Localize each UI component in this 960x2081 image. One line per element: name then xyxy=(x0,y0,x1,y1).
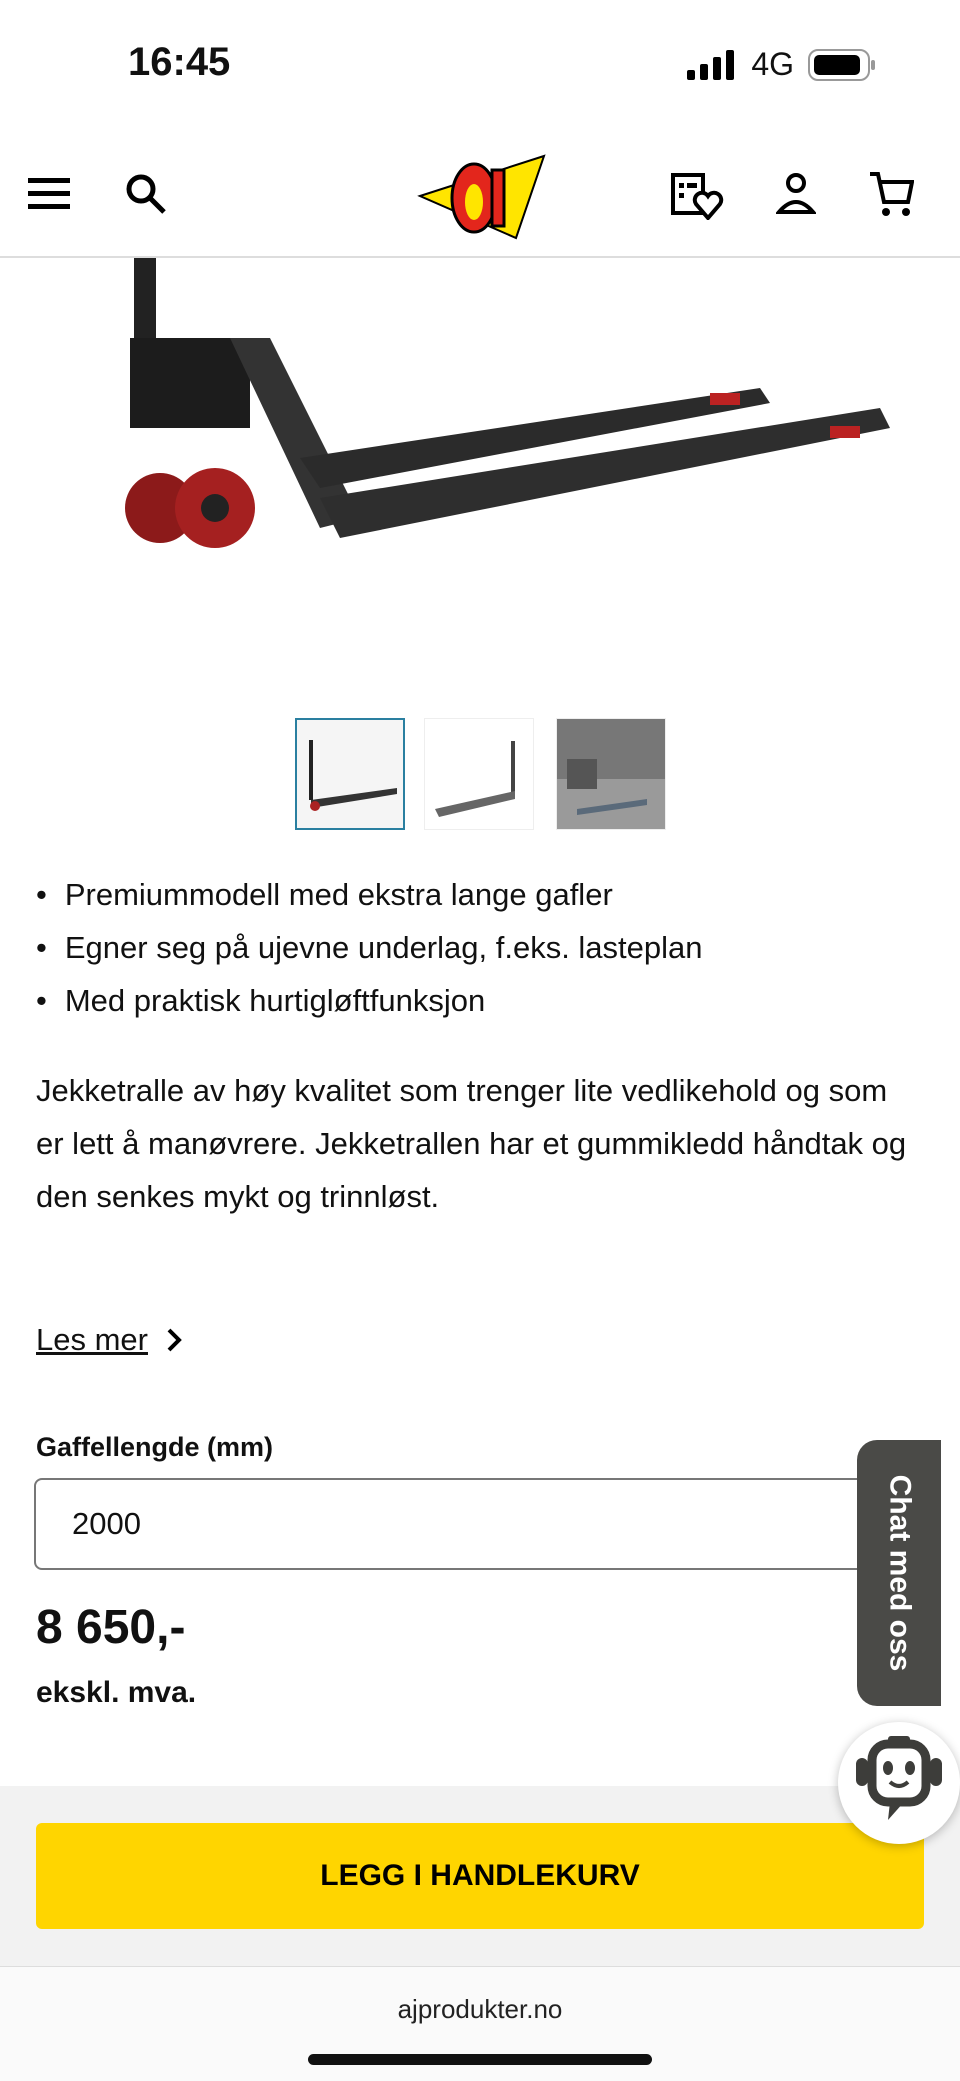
chatbot-button[interactable] xyxy=(838,1722,960,1844)
menu-icon[interactable] xyxy=(28,178,70,210)
thumbnail-image-icon xyxy=(425,719,534,829)
feature-item: • Premiummodell med ekstra lange gafler xyxy=(36,868,703,921)
chevron-right-icon xyxy=(166,1327,182,1353)
read-more-label: Les mer xyxy=(36,1322,148,1357)
site-header xyxy=(0,128,960,258)
product-image[interactable] xyxy=(0,258,960,698)
signal-icon xyxy=(687,50,737,80)
thumbnail-2[interactable] xyxy=(424,718,534,830)
url-text[interactable]: ajprodukter.no xyxy=(397,1994,563,2024)
pallet-truck-illustration xyxy=(0,258,960,698)
robot-icon xyxy=(838,1722,960,1844)
thumbnail-image-icon xyxy=(557,719,665,829)
aj-logo[interactable] xyxy=(416,146,546,242)
vat-note: ekskl. mva. xyxy=(36,1676,197,1709)
add-to-cart-button[interactable]: LEGG I HANDLEKURV xyxy=(36,1823,924,1929)
thumbnail-3[interactable] xyxy=(556,718,666,830)
option-label: Gaffellengde (mm) xyxy=(36,1432,274,1462)
status-indicators xyxy=(687,46,876,83)
account-icon[interactable] xyxy=(776,172,816,216)
feature-item: • Med praktisk hurtigløftfunksjon xyxy=(36,974,703,1027)
chat-label: Chat med oss xyxy=(883,1474,916,1672)
price: 8 650,- xyxy=(36,1601,186,1654)
battery-icon xyxy=(808,49,876,81)
chat-tab[interactable] xyxy=(857,1440,941,1706)
select-value: 2000 xyxy=(72,1506,141,1541)
product-description: Jekketralle av høy kvalitet som trenger lite vedlikehold og som er lett å manøvrere. Jekketrallen har et gummikledd håndtak og den senkes mykt og trinnløst. xyxy=(36,1073,907,1214)
network-label: 4G xyxy=(751,46,794,82)
read-more-link[interactable] xyxy=(36,1322,182,1358)
search-icon[interactable] xyxy=(124,172,168,216)
feature-list xyxy=(36,868,703,1027)
status-time: 16:45 xyxy=(128,40,231,84)
feature-item: • Egner seg på ujevne underlag, f.eks. lasteplan xyxy=(36,921,703,974)
home-indicator xyxy=(308,2054,652,2065)
thumbnail-image-icon xyxy=(297,720,403,828)
thumbnail-1[interactable] xyxy=(295,718,405,830)
fork-length-select[interactable] xyxy=(34,1478,904,1570)
cart-icon[interactable] xyxy=(868,170,914,218)
wishlist-icon[interactable] xyxy=(670,172,724,220)
